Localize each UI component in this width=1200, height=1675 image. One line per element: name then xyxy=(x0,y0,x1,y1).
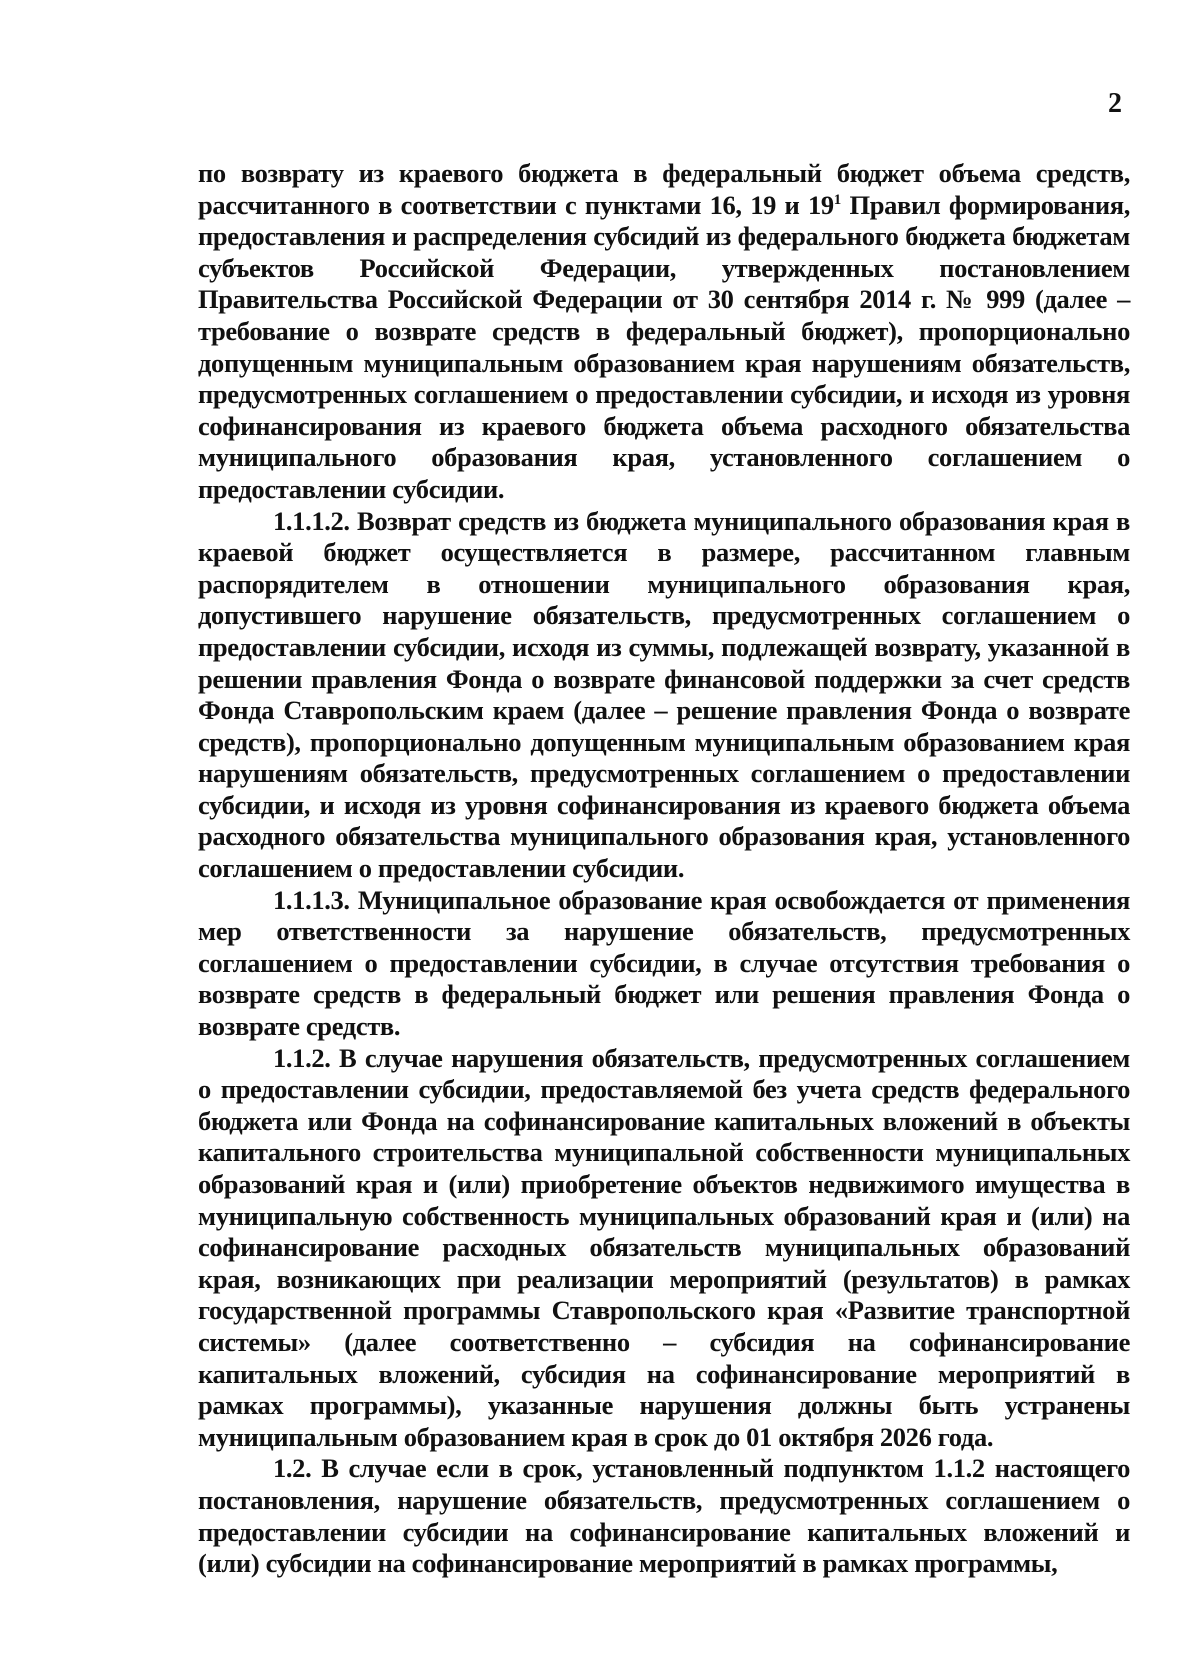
document-body xyxy=(198,158,1130,1580)
paragraph-continuation xyxy=(198,158,1130,506)
paragraph-1-1-1-3: 1.1.1.3. Муниципальное образование края освобождается от применения мер ответственности за нарушение обязательств, предусмотренных соглашением о предоставлении субсидии, в случае отсутствия требования о возврате средств в федеральный бюджет или решения правления Фонда о возврате средств. xyxy=(198,884,1130,1042)
paragraph-1-1-1-2: 1.1.1.2. Возврат средств из бюджета муниципального образования края в краевой бюджет осуществляется в размере, рассчитанном главным распорядителем в отношении муниципального образования края, допустившего нарушение обязательств, предусмотренных соглашением о предоставлении субсидии, исходя из суммы, подлежащей возврату, указанной в решении правления Фонда о возврате финансовой поддержки за счет средств Фонда Ставропольским краем (далее – решение правления Фонда о возврате средств), пропорционально допущенным муниципальным образованием края нарушениям обязательств, предусмотренных соглашением о предоставлении субсидии, и исходя из уровня софинансирования из краевого бюджета объема расходного обязательства муниципального образования края, установленного соглашением о предоставлении субсидии. xyxy=(198,505,1130,884)
superscript: 1 xyxy=(833,191,841,208)
paragraph-text: Правил формирования, предоставления и распределения субсидий из федерального бюджета бюджетам субъектов Российской Федерации, утвержденных постановлением Правительства Российской Федерации от 30 сентября 2014 г. № 999 (далее – требование о возврате средств в федеральный бюджет), пропорционально допущенным муниципальным образованием края нарушениям обязательств, предусмотренных соглашением о предоставлении субсидии, и исходя из уровня софинансирования из краевого бюджета объема расходного обязательства муниципального образования края, установленного соглашением о предоставлении субсидии. xyxy=(198,189,1131,504)
page-number: 2 xyxy=(1108,88,1122,119)
paragraph-1-2: 1.2. В случае если в срок, установленный подпунктом 1.1.2 настоящего постановления, нарушение обязательств, предусмотренных соглашением о предоставлении субсидии на софинансирование капитальных вложений и (или) субсидии на софинансирование мероприятий в рамках программы, xyxy=(198,1453,1130,1579)
paragraph-1-1-2: 1.1.2. В случае нарушения обязательств, предусмотренных соглашением о предоставлении субсидии, предоставляемой без учета средств федерального бюджета или Фонда на софинансирование капитальных вложений в объекты капитального строительства муниципальной собственности муниципальных образований края и (или) приобретение объектов недвижимого имущества в муниципальную собственность муниципальных образований края и (или) на софинансирование расходных обязательств муниципальных образований края, возникающих при реализации мероприятий (результатов) в рамках государственной программы Ставропольского края «Развитие транспортной системы» (далее соответственно – субсидия на софинансирование капитальных вложений, субсидия на софинансирование мероприятий в рамках программы), указанные нарушения должны быть устранены муниципальным образованием края в срок до 01 октября 2026 года. xyxy=(198,1042,1130,1452)
paragraph-text: по возврату из краевого бюджета в федеральный бюджет объема средств, рассчитанного в соответствии с пунктами 16, 19 и 19 xyxy=(198,158,1130,220)
